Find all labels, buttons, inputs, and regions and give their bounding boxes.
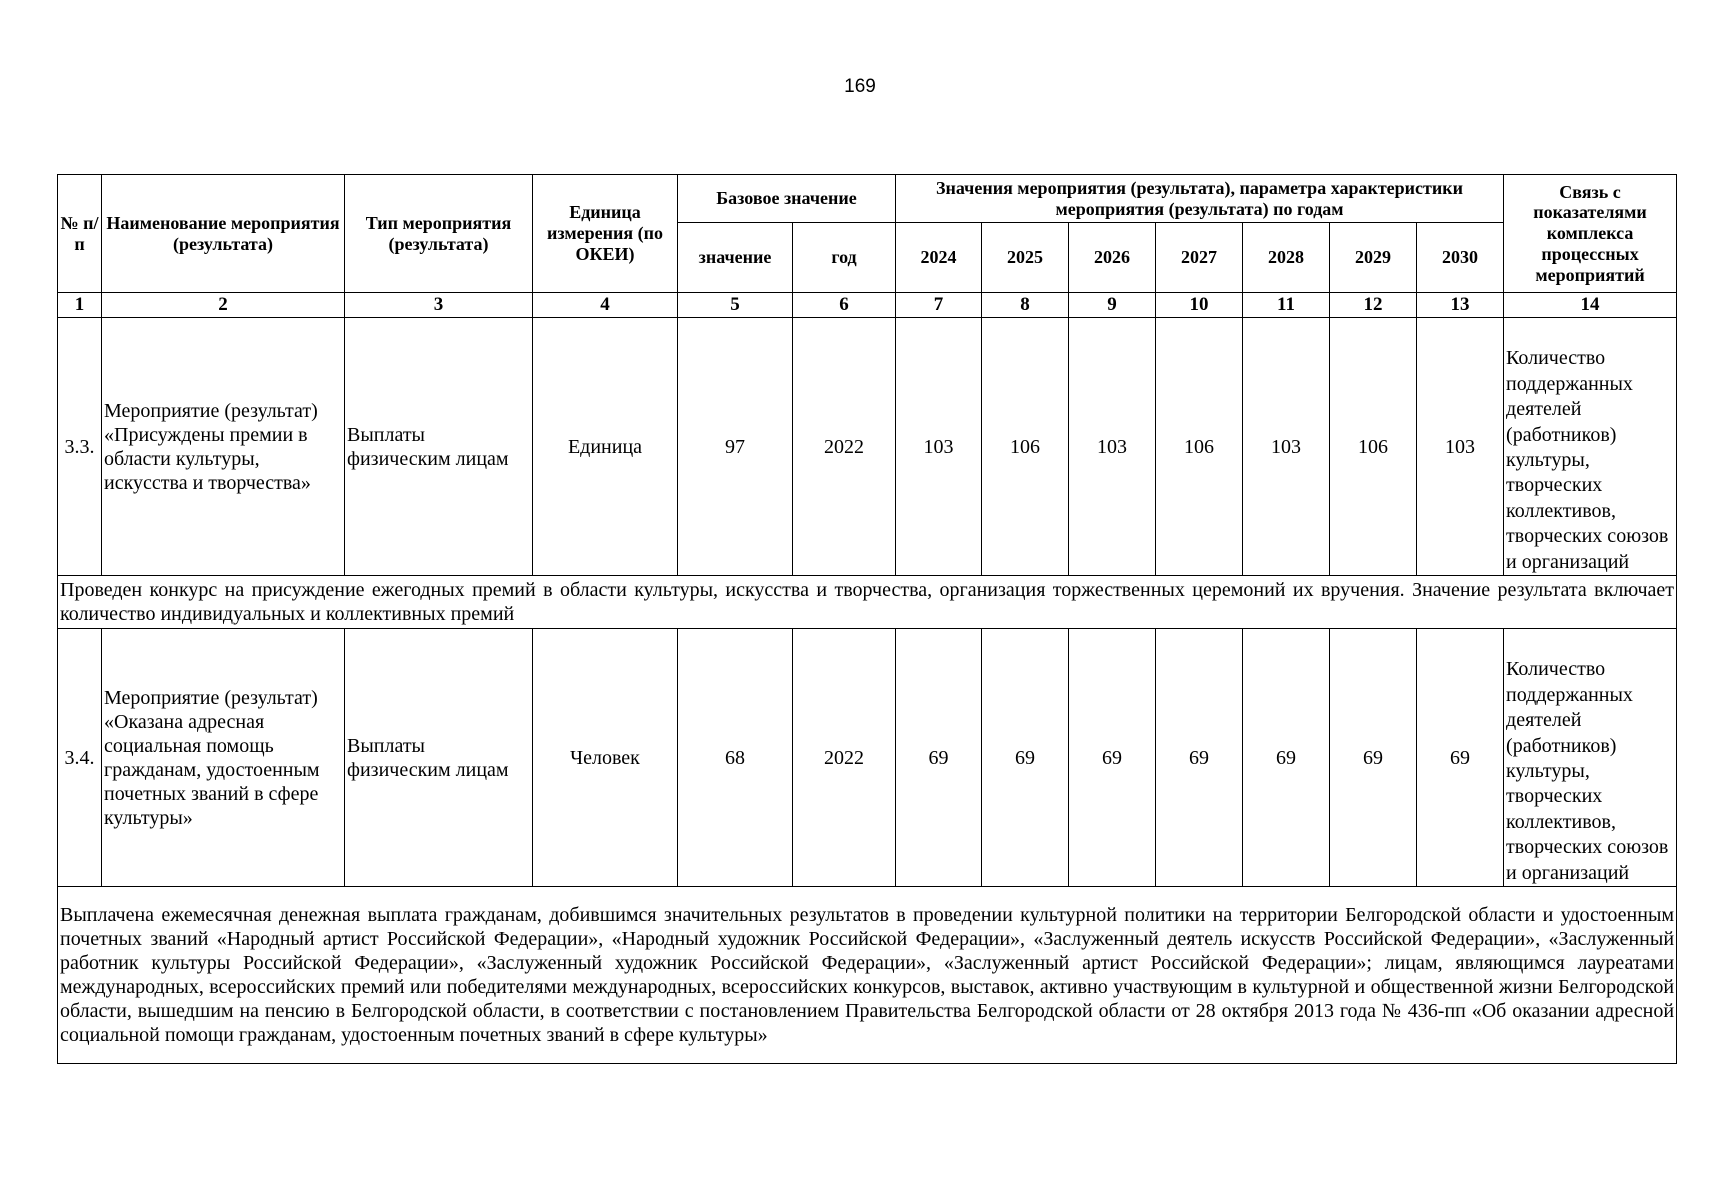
activity-description: Выплачена ежемесячная денежная выплата гражданам, добившимся значительных результатов в проведении культурной политики на территории Белгородской области и удостоенным почетных званий «Народный артист Российской Федерации», «Народный художник Российской Федерации», «Заслуженный деятель искусств Российской Федерации», «Заслуженный работник культуры Российской Федерации», «Заслуженный художник Российской Федерации», «Заслуженный артист Российской Федерации»; лицам, являющимся лауреатами международных, всероссийских премий или победителями международных, всероссийских конкурсов, выставок, активно участвующим в культурной и общественной жизни Белгородской области, вышедшим на пенсию в Белгородской области, в соответствии с постановлением Правительства Белгородской области от 28 октября 2013 года № 436-пп «Об оказании адресной социальной помощи гражданам, удостоенным почетных званий в сфере культуры» <box>58 887 1677 1064</box>
header-name: Наименование мероприятия (результата) <box>102 175 345 293</box>
column-number: 5 <box>678 293 793 318</box>
header-year: 2024 <box>896 223 982 293</box>
year-value: 106 <box>1156 318 1243 576</box>
year-value: 69 <box>982 629 1069 887</box>
column-number: 13 <box>1417 293 1504 318</box>
unit: Человек <box>533 629 678 887</box>
column-number: 9 <box>1069 293 1156 318</box>
year-value: 69 <box>1069 629 1156 887</box>
activity-name: Мероприятие (результат) «Присуждены премии в области культуры, искусства и творчества» <box>102 318 345 576</box>
column-number: 14 <box>1504 293 1677 318</box>
year-value: 69 <box>1156 629 1243 887</box>
base-year: 2022 <box>793 318 896 576</box>
header-year: 2025 <box>982 223 1069 293</box>
activity-type: Выплаты физическим лицам <box>345 629 533 887</box>
column-number: 8 <box>982 293 1069 318</box>
column-number: 11 <box>1243 293 1330 318</box>
activities-table <box>57 174 1677 1064</box>
indicator-link: Количество поддержанных деятелей (работников) культуры, творческих коллективов, творческих союзов и организаций <box>1504 629 1677 887</box>
header-year: 2027 <box>1156 223 1243 293</box>
header-year: 2029 <box>1330 223 1417 293</box>
column-number: 3 <box>345 293 533 318</box>
header-link: Связь с показателями комплекса процессных мероприятий <box>1504 175 1677 293</box>
column-number: 12 <box>1330 293 1417 318</box>
activity-name: Мероприятие (результат) «Оказана адресная социальная помощь гражданам, удостоенным почетных званий в сфере культуры» <box>102 629 345 887</box>
column-number: 6 <box>793 293 896 318</box>
description-row <box>58 887 1677 1064</box>
year-value: 103 <box>1243 318 1330 576</box>
unit: Единица <box>533 318 678 576</box>
activity-description: Проведен конкурс на присуждение ежегодных премий в области культуры, искусства и творчества, организация торжественных церемоний их вручения. Значение результата включает количество индивидуальных и коллективных премий <box>58 576 1677 629</box>
header-year: 2026 <box>1069 223 1156 293</box>
header-base: Базовое значение <box>678 175 896 223</box>
column-number: 1 <box>58 293 102 318</box>
table-row <box>58 318 1677 576</box>
row-number: 3.4. <box>58 629 102 887</box>
header-no: № п/п <box>58 175 102 293</box>
base-value: 68 <box>678 629 793 887</box>
column-number: 10 <box>1156 293 1243 318</box>
header-base-value: значение <box>678 223 793 293</box>
header-type: Тип мероприятия (результата) <box>345 175 533 293</box>
column-numbers-row <box>58 293 1677 318</box>
header-row-1 <box>58 175 1677 223</box>
page-number: 169 <box>844 76 876 97</box>
row-number: 3.3. <box>58 318 102 576</box>
column-number: 7 <box>896 293 982 318</box>
column-number: 4 <box>533 293 678 318</box>
column-number: 2 <box>102 293 345 318</box>
description-row <box>58 576 1677 629</box>
year-value: 106 <box>1330 318 1417 576</box>
header-unit: Единица измерения (по ОКЕИ) <box>533 175 678 293</box>
year-value: 69 <box>1417 629 1504 887</box>
header-year: 2028 <box>1243 223 1330 293</box>
indicator-link: Количество поддержанных деятелей (работников) культуры, творческих коллективов, творческих союзов и организаций <box>1504 318 1677 576</box>
year-value: 103 <box>896 318 982 576</box>
header-base-year: год <box>793 223 896 293</box>
year-value: 106 <box>982 318 1069 576</box>
year-value: 103 <box>1069 318 1156 576</box>
year-value: 103 <box>1417 318 1504 576</box>
year-value: 69 <box>1330 629 1417 887</box>
year-value: 69 <box>896 629 982 887</box>
header-values-by-year: Значения мероприятия (результата), параметра характеристики мероприятия (результата) по годам <box>896 175 1504 223</box>
header-year: 2030 <box>1417 223 1504 293</box>
base-value: 97 <box>678 318 793 576</box>
base-year: 2022 <box>793 629 896 887</box>
year-value: 69 <box>1243 629 1330 887</box>
table-row <box>58 629 1677 887</box>
activity-type: Выплаты физическим лицам <box>345 318 533 576</box>
